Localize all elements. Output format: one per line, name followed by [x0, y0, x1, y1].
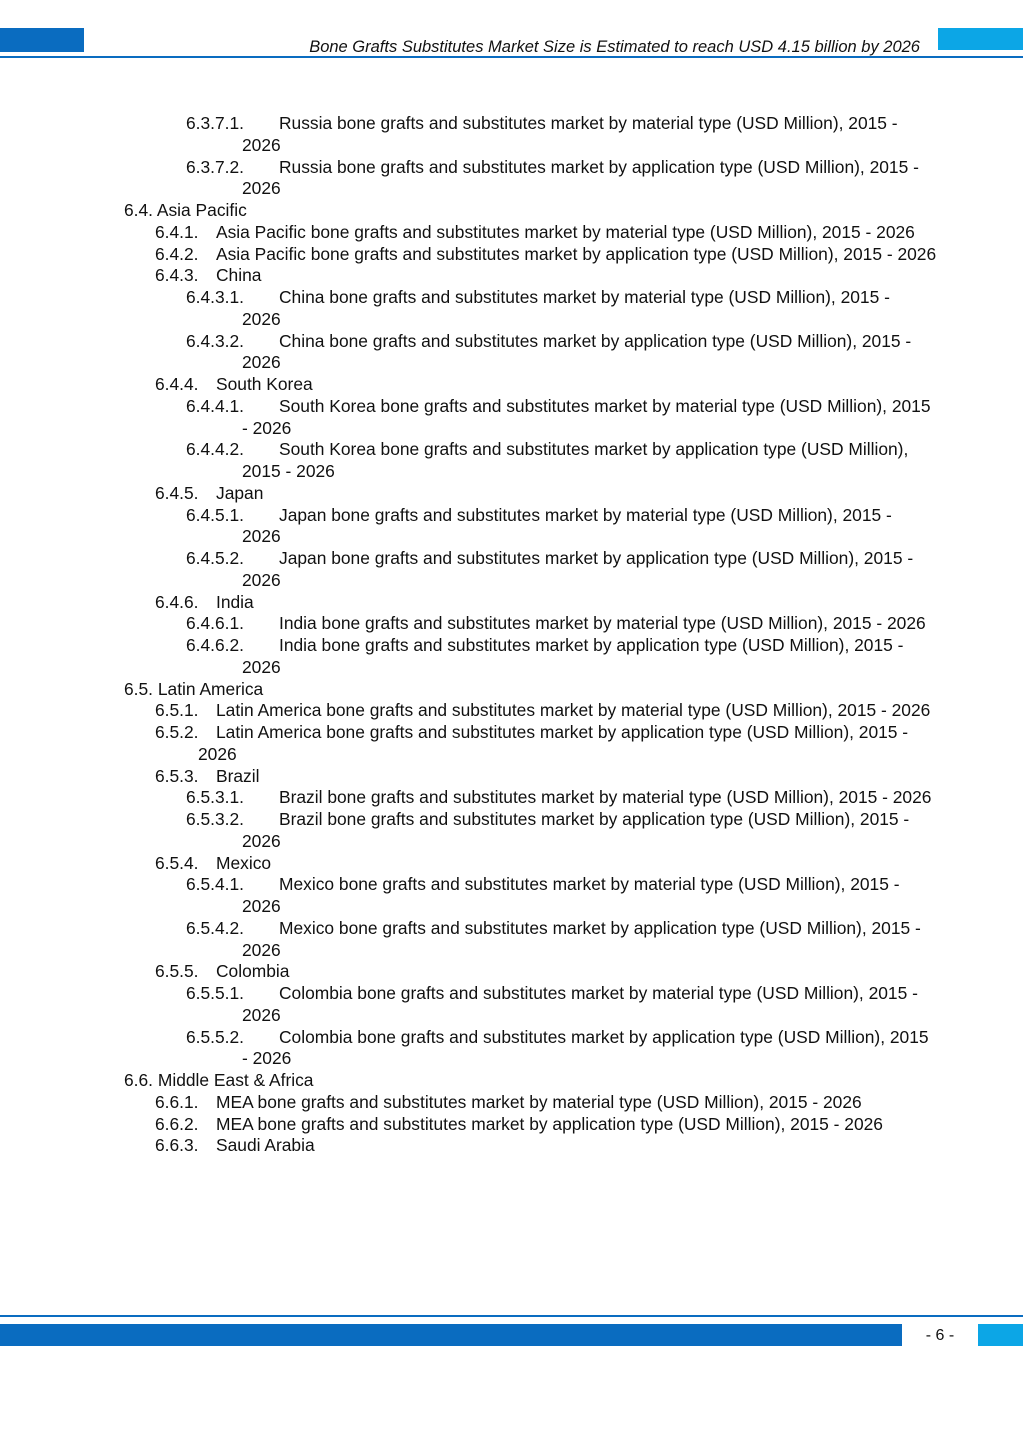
toc-entry	[0, 1027, 932, 1071]
toc-entry-number: 6.4.3.	[155, 265, 199, 286]
toc-entry	[0, 592, 938, 614]
toc-entry	[0, 961, 938, 983]
toc-entry	[0, 679, 1023, 701]
header-right-bar	[938, 28, 1023, 50]
toc-entry	[0, 113, 932, 157]
toc-entry-number: 6.4.3.1.	[186, 287, 245, 307]
toc-entry	[0, 244, 938, 266]
footer-rule	[0, 1315, 1023, 1317]
header-rule	[0, 56, 1023, 58]
toc-entry-text: Brazil	[216, 765, 260, 786]
toc-entry-number: 6.5.1.	[155, 700, 199, 721]
toc-entry-number: 6.6.3.	[155, 1135, 199, 1156]
toc-entry-text: Brazil bone grafts and substitutes market by material type (USD Million), 2015 - 2026	[279, 787, 932, 808]
toc-entry	[0, 1070, 1023, 1092]
toc-entry	[0, 983, 932, 1027]
toc-entry	[0, 157, 932, 201]
toc-entry-text: Mexico bone grafts and substitutes market by material type (USD Million), 2015 - 2026	[242, 874, 900, 916]
toc-entry	[0, 874, 932, 918]
toc-entry-number: 6.4.3.2.	[186, 330, 245, 351]
toc-entry-number: 6.6.	[124, 1070, 154, 1090]
toc-entry-number: 6.5.4.2.	[186, 917, 245, 938]
toc-entry-number: 6.4.5.	[155, 482, 199, 503]
toc-entry-text: India bone grafts and substitutes market by material type (USD Million), 2015 - 2026	[279, 613, 926, 634]
toc-entry-number: 6.4.6.	[155, 591, 199, 612]
toc-entry-text: Russia bone grafts and substitutes market by material type (USD Million), 2015 - 2026	[242, 113, 898, 155]
toc-entry-number: 6.4.6.2.	[186, 635, 245, 655]
toc-entry-text: MEA bone grafts and substitutes market by application type (USD Million), 2015 - 2026	[216, 1113, 883, 1134]
toc-entry	[0, 1135, 938, 1157]
toc-entry-number: 6.6.2.	[155, 1113, 199, 1134]
toc-entry-text: Japan bone grafts and substitutes market by material type (USD Million), 2015 - 2026	[242, 504, 892, 547]
toc-entry-text: MEA bone grafts and substitutes market by material type (USD Million), 2015 - 2026	[216, 1091, 862, 1112]
toc-entry-text: Latin America	[157, 678, 264, 699]
toc-entry-number: 6.4.5.1.	[186, 504, 245, 525]
toc-entry	[0, 635, 932, 679]
header-title: Bone Grafts Substitutes Market Size is Estimated to reach USD 4.15 billion by 2026	[309, 38, 920, 56]
toc-entry-text: Russia bone grafts and substitutes market by application type (USD Million), 2015 - 2026	[242, 156, 919, 199]
footer-right-bar	[978, 1324, 1023, 1346]
toc-entry-text: South Korea	[216, 374, 313, 394]
toc-entry-number: 6.4.4.	[155, 374, 199, 394]
toc-entry	[0, 787, 932, 809]
page-number: - 6 -	[925, 1327, 955, 1344]
toc-entry-number: 6.5.3.1.	[186, 787, 245, 808]
toc-entry	[0, 809, 932, 853]
toc-entry-number: 6.6.1.	[155, 1091, 199, 1112]
toc-entry-number: 6.5.4.	[155, 852, 199, 873]
footer-left-bar	[0, 1324, 902, 1346]
toc-entry-text: Latin America bone grafts and substitutes market by material type (USD Million), 2015 - 2026	[216, 700, 931, 721]
toc-entry	[0, 853, 938, 875]
toc-entry-number: 6.4.2.	[155, 243, 199, 264]
toc-entry-text: Mexico	[216, 852, 272, 873]
toc-entry-number: 6.5.	[124, 678, 154, 699]
toc-entry	[0, 265, 938, 287]
toc-entry-text: Colombia	[216, 961, 290, 982]
toc-entry-number: 6.4.4.1.	[186, 395, 245, 416]
toc-entry-text: Mexico bone grafts and substitutes market by application type (USD Million), 2015 - 2026	[242, 917, 921, 960]
toc-entry	[0, 222, 938, 244]
toc-entry-text: Japan bone grafts and substitutes market by application type (USD Million), 2015 - 2026	[242, 548, 914, 590]
toc-entry	[0, 1092, 938, 1114]
toc-entry-text: South Korea bone grafts and substitutes market by application type (USD Million), 2015 - 2026	[242, 439, 909, 481]
toc-entry	[0, 200, 1023, 222]
toc-entry	[0, 722, 938, 766]
header-left-bar	[0, 28, 84, 52]
toc-entry-number: 6.3.7.2.	[186, 156, 245, 177]
toc-entry-number: 6.5.5.1.	[186, 983, 245, 1003]
toc-entry-text: India bone grafts and substitutes market by application type (USD Million), 2015 - 2026	[242, 635, 904, 677]
toc-entry-text: Asia Pacific	[156, 200, 247, 220]
toc-entry	[0, 505, 932, 549]
toc-entry-text: Saudi Arabia	[216, 1135, 315, 1156]
toc-entry-text: Latin America bone grafts and substitutes market by application type (USD Million), 2015 - 2026	[198, 722, 909, 764]
toc-entry-number: 6.5.2.	[155, 722, 199, 742]
toc-entry-number: 6.5.5.2.	[186, 1026, 245, 1047]
toc-entry-text: China bone grafts and substitutes market by application type (USD Million), 2015 - 2026	[242, 330, 912, 373]
toc-entry	[0, 766, 938, 788]
toc-entry	[0, 439, 932, 483]
toc-entry	[0, 483, 938, 505]
toc-entry-number: 6.5.3.	[155, 765, 199, 786]
toc-entry-number: 6.5.4.1.	[186, 874, 245, 895]
toc-entry-text: Asia Pacific bone grafts and substitutes market by application type (USD Million), 2015 - 2026	[216, 243, 937, 264]
toc-entry-text: Colombia bone grafts and substitutes market by material type (USD Million), 2015 - 2026	[242, 983, 918, 1025]
table-of-contents	[0, 113, 1023, 1157]
toc-entry	[0, 396, 932, 440]
toc-entry-text: Japan	[216, 482, 264, 503]
toc-entry-text: Middle East & Africa	[157, 1070, 314, 1090]
toc-entry-number: 6.5.3.2.	[186, 809, 245, 829]
toc-entry-number: 6.4.5.2.	[186, 548, 245, 568]
toc-entry	[0, 613, 932, 635]
toc-entry-text: Colombia bone grafts and substitutes market by application type (USD Million), 2015 - 2026	[242, 1026, 929, 1069]
toc-entry-text: China	[216, 265, 262, 286]
toc-entry	[0, 287, 932, 331]
toc-entry	[0, 548, 932, 592]
toc-entry	[0, 1114, 938, 1136]
toc-entry	[0, 374, 938, 396]
toc-entry-number: 6.4.4.2.	[186, 439, 245, 460]
toc-entry-text: India	[216, 591, 254, 612]
toc-entry-text: Asia Pacific bone grafts and substitutes market by material type (USD Million), 2015 - 2026	[216, 221, 915, 242]
toc-entry	[0, 700, 938, 722]
toc-entry-text: South Korea bone grafts and substitutes market by material type (USD Million), 2015 - 2026	[242, 395, 931, 438]
toc-entry-text: China bone grafts and substitutes market by material type (USD Million), 2015 - 2026	[242, 287, 890, 329]
toc-entry-number: 6.4.1.	[155, 221, 199, 242]
toc-entry-number: 6.3.7.1.	[186, 113, 245, 133]
toc-entry	[0, 918, 932, 962]
toc-entry-text: Brazil bone grafts and substitutes market by application type (USD Million), 2015 - 2026	[242, 809, 910, 851]
toc-entry-number: 6.4.6.1.	[186, 613, 245, 634]
toc-entry-number: 6.4.	[124, 200, 154, 220]
toc-entry	[0, 331, 932, 375]
toc-entry-number: 6.5.5.	[155, 961, 199, 982]
